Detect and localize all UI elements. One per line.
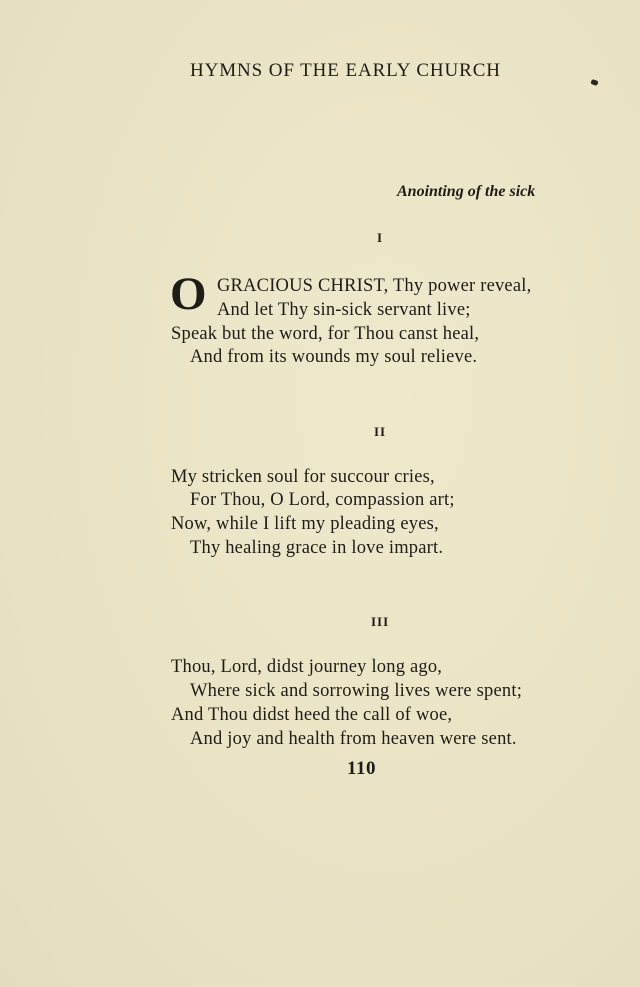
stanza-1-line-2: And let Thy sin-sick servant live; (217, 300, 471, 320)
drop-cap: O (170, 268, 207, 320)
hymn-subtitle: Anointing of the sick (397, 183, 536, 200)
page-number: 110 (347, 758, 376, 779)
stanza-2-line-2: For Thou, O Lord, compassion art; (190, 490, 455, 510)
stanza-3-line-3: And Thou didst heed the call of woe, (171, 705, 453, 725)
stanza-2-line-3: Now, while I lift my pleading eyes, (171, 514, 439, 534)
running-head: HYMNS OF THE EARLY CHURCH (190, 60, 501, 81)
stanza-numeral-3: III (371, 614, 390, 629)
stanza-2-line-4: Thy healing grace in love impart. (190, 538, 444, 558)
stanza-2-line-1: My stricken soul for succour cries, (171, 467, 435, 487)
stanza-1-line-4: And from its wounds my soul relieve. (190, 347, 478, 367)
stanza-1-line-3: Speak but the word, for Thou canst heal, (171, 324, 480, 344)
stanza-1-line-1: GRACIOUS CHRIST, Thy power reveal, (217, 276, 532, 296)
stanza-3-line-1: Thou, Lord, didst journey long ago, (171, 657, 443, 677)
stanza-3-line-4: And joy and health from heaven were sent. (190, 729, 517, 749)
stanza-numeral-1: I (377, 230, 384, 245)
ink-mark (590, 79, 598, 86)
stanza-3-line-2: Where sick and sorrowing lives were spent; (190, 681, 523, 701)
stanza-numeral-2: II (374, 424, 387, 439)
